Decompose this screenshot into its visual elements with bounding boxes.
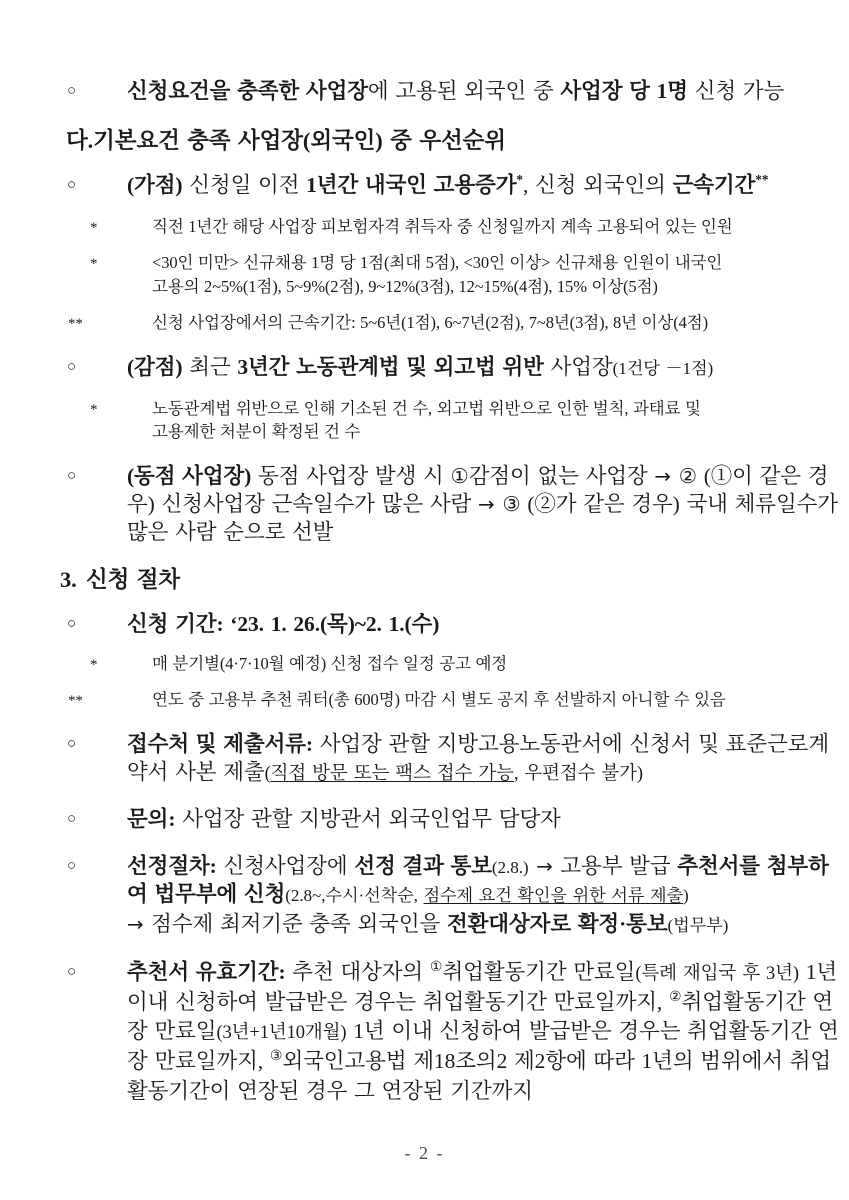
circled-number-2: ② [668, 988, 682, 1005]
footnote-quota [0, 689, 849, 711]
selection-paren-close: ) [683, 886, 689, 906]
list-item-selection-process [0, 853, 849, 909]
circled-number-1: ① [429, 958, 443, 975]
asterisk-icon: * [90, 256, 98, 273]
footnote-penalty-definition [0, 398, 849, 420]
footnote-text-line2: 고용제한 처분이 확정된 건 수 [152, 421, 361, 441]
selection-date-1: (2.8.) [491, 858, 529, 878]
circle-bullet-icon: ○ [67, 811, 76, 828]
list-item-bonus-points [0, 172, 849, 200]
footnote-quarterly-notice [0, 653, 849, 675]
double-asterisk-icon: ** [68, 693, 83, 710]
selection-detail-1: (2.8~,수시·선착순, [285, 886, 424, 906]
application-period-text: 신청 기간: ‘23. 1. 26.(목)~2. 1.(수) [127, 612, 440, 637]
footnote-marker-double: ** [755, 172, 769, 188]
penalty-text-2: 사업장 [543, 354, 613, 379]
bonus-text-2: , 신청 외국인의 [522, 173, 673, 198]
arrow-icon-1: → [654, 464, 671, 488]
circle-bullet-icon: ○ [67, 177, 76, 194]
circle-bullet-icon: ○ [67, 358, 76, 375]
section-heading-da [0, 127, 849, 153]
circle-bullet-icon: ○ [67, 736, 76, 753]
selection-text-bold-1: 선정 결과 통보 [354, 854, 492, 879]
list-item-tiebreaker [0, 463, 849, 547]
footnote-scoring-table [0, 252, 849, 274]
bonus-text-1: 신청일 이전 [182, 173, 307, 198]
selection-detail-underlined: 점수제 요건 확인을 위한 서류 제출 [423, 886, 684, 906]
validity-text-5: 1년 이내 신청하여 발급받은 경우는 취업활동기간 연장 만료일까지, [127, 1019, 839, 1074]
tiebreaker-text-1: 동점 사업장 발생 시 [251, 463, 451, 488]
submission-text-1: 사업장 관할 지방고용노동관서에 신청서 및 표준근로계약서 사본 제출 [127, 732, 830, 785]
validity-detail-2: (3년+1년10개월) [216, 1022, 347, 1043]
circle-bullet-icon: ○ [67, 964, 76, 981]
bullet-text-1: 에 고용된 외국인 중 [367, 79, 561, 103]
submission-label: 접수처 및 제출서류: [127, 732, 313, 757]
tiebreaker-label: (동점 사업장) [127, 463, 252, 488]
validity-detail-1: (특례 재입국 후 3년) [635, 963, 799, 984]
validity-text-4: 취업활동기간 연장 만료일 [127, 989, 834, 1044]
asterisk-icon: * [90, 401, 98, 418]
footnote-text: 직전 1년간 해당 사업장 피보험자격 취득자 중 신청일까지 계속 고용되어 있는 인원 [152, 217, 733, 237]
selection-text-bold-3: 전환대상자로 확정·통보 [446, 912, 668, 937]
selection-text-bold-2: 추천서를 첨부하여 법무부에 신청 [127, 854, 829, 907]
validity-text-2: 취업활동기간 만료일 [442, 960, 636, 985]
validity-text-6: 외국인고용법 제18조의2 제2항에 따라 1년의 범위에서 취업활동기간이 연장된 경우 그 연장된 기간까지 [127, 1049, 832, 1103]
bullet-text-bold-2: 사업장 당 1명 [560, 79, 688, 103]
footnote-text: 연도 중 고용부 추천 쿼터(총 600명) 마감 시 별도 공지 후 선발하지 아니할 수 있음 [152, 690, 726, 710]
tiebreaker-text-3: (①이 같은 경우) 신청사업장 근속일수가 많은 사람 [127, 463, 829, 516]
bonus-label: (가점) [127, 173, 183, 198]
list-item-recommendation-validity [0, 958, 849, 1106]
validity-text-3: 1년 이내 신청하여 발급받은 경우는 취업활동기간 만료일까지, [127, 960, 838, 1014]
footnote-marker-single: * [516, 172, 523, 188]
circle-bullet-icon: ○ [67, 467, 76, 484]
submission-paren-open: ( [264, 763, 271, 784]
heading-number-da: 다. [66, 127, 94, 153]
circled-number-3: ③ [494, 491, 521, 516]
selection-text-1: 신청사업장에 [216, 854, 355, 879]
bullet-text-bold-1: 신청요건을 충족한 사업장 [127, 79, 368, 103]
bullet-text-2: 신청 가능 [687, 79, 785, 103]
list-item-application-requirement [0, 78, 849, 106]
bonus-text-bold-2: 근속기간 [672, 173, 756, 198]
footnote-text-line2: 고용의 2~5%(1점), 5~9%(2점), 9~12%(3점), 12~15%(4점), 15% 이상(5점) [152, 276, 658, 296]
inquiry-label: 문의: [127, 807, 176, 832]
footnote-employment-increase-definition [0, 216, 849, 238]
arrow-icon-2: → [127, 913, 152, 937]
circle-bullet-icon: ○ [67, 858, 76, 875]
footnote-penalty-definition-cont [0, 421, 849, 443]
validity-label: 추천서 유효기간: [127, 960, 286, 985]
circle-bullet-icon: ○ [67, 616, 76, 633]
list-item-selection-process-cont [0, 911, 849, 939]
list-item-penalty-points [0, 354, 849, 382]
submission-text-underlined: 직접 방문 또는 팩스 접수 가능 [270, 763, 514, 784]
footnote-text: 매 분기별(4·7·10월 예정) 신청 접수 일정 공고 예정 [152, 654, 508, 674]
selection-authority: (법무부) [667, 916, 729, 936]
selection-text-3: 점수제 최저기준 충족 외국인을 [151, 912, 447, 937]
list-item-application-period [0, 611, 849, 639]
bonus-text-bold-1: 1년간 내국인 고용증가 [306, 173, 517, 198]
circled-number-1: ① [450, 463, 469, 488]
asterisk-icon: * [90, 220, 98, 237]
heading-text-da: 기본요건 충족 사업장(외국인) 중 우선순위 [93, 127, 506, 153]
circled-number-2: ② [670, 463, 697, 488]
arrow-icon-2: → [477, 492, 495, 516]
tiebreaker-text-2: 감점이 없는 사업장 [468, 463, 655, 488]
footnote-text-line1: <30인 미만> 신규채용 1명 당 1점(최대 5점), <30인 이상> 신규채용 인원이 내국인 [152, 253, 723, 273]
footnote-scoring-table-cont [0, 276, 849, 298]
penalty-label: (감점) [127, 354, 183, 379]
double-asterisk-icon: ** [68, 315, 83, 332]
penalty-text-1: 최근 [182, 354, 238, 379]
footnote-text: 신청 사업장에서의 근속기간: 5~6년(1점), 6~7년(2점), 7~8년(3점), 8년 이상(4점) [152, 312, 708, 332]
list-item-inquiry [0, 806, 849, 834]
penalty-text-bold: 3년간 노동관계법 및 외고법 위반 [237, 354, 544, 379]
arrow-icon-1: → [528, 855, 561, 879]
section-heading-3 [0, 566, 849, 592]
heading-number-3: 3. [60, 566, 77, 592]
selection-text-2: 고용부 발급 [560, 854, 678, 879]
footnote-tenure-scoring [0, 312, 849, 334]
asterisk-icon: * [90, 657, 98, 674]
submission-text-2: , 우편접수 불가) [513, 763, 643, 784]
list-item-submission-office [0, 731, 849, 787]
penalty-text-small: (1건당 －1점) [612, 358, 714, 378]
footnote-text-line1: 노동관계법 위반으로 인해 기소된 건 수, 외고법 위반으로 인한 벌칙, 과태료 및 [152, 398, 701, 418]
circle-bullet-icon: ○ [67, 83, 76, 99]
heading-text-3: 신청 절차 [86, 566, 181, 592]
inquiry-text: 사업장 관할 지방관서 외국인업무 담당자 [175, 807, 561, 832]
validity-text-1: 추천 대상자의 [285, 960, 430, 985]
tiebreaker-text-4: (②가 같은 경우) 국내 체류일수가 많은 사람 순으로 선발 [127, 491, 838, 544]
circled-number-3: ③ [269, 1047, 283, 1064]
selection-label: 선정절차: [127, 854, 217, 879]
page-number: - 2 - [404, 1143, 445, 1163]
